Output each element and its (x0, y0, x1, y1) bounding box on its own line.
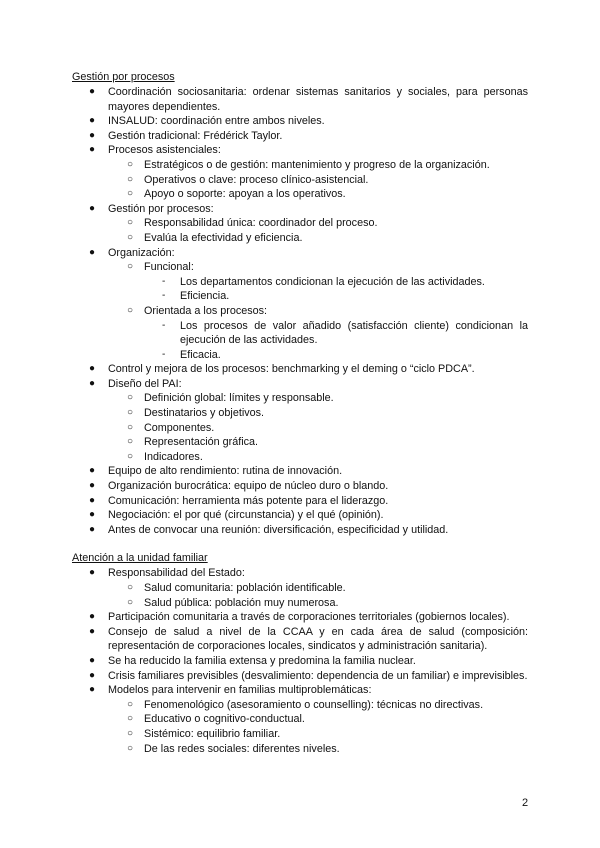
circle-marker: ○ (127, 596, 134, 608)
list-item (72, 275, 528, 290)
list-item-text: Antes de convocar una reunión: diversificación, especificidad y utilidad. (108, 523, 449, 536)
bullet-marker: ● (89, 567, 96, 579)
list-item (72, 450, 528, 465)
list-item (72, 523, 528, 538)
list-item-text: Salud pública: población muy numerosa. (144, 596, 339, 609)
circle-marker: ○ (127, 582, 134, 593)
list-item-text: Procesos asistenciales: (108, 144, 221, 157)
list-item-text: Coordinación sociosanitaria: ordenar sistemas sanitarios y sociales, para personas mayores dependientes. (108, 86, 528, 113)
list-item (72, 464, 528, 479)
bullet-marker: ● (89, 115, 96, 127)
list-item-text: Salud comunitaria: población identificable. (144, 582, 346, 594)
list-item (72, 362, 528, 377)
list-item-text: Educativo o cognitivo-conductual. (144, 713, 305, 726)
circle-marker: ○ (127, 231, 134, 243)
list-item-text: Apoyo o soporte: apoyan a los operativos. (144, 188, 346, 201)
list-item (72, 610, 528, 625)
list-item-text: Eficacia. (180, 348, 221, 361)
list-item (72, 391, 528, 406)
section-heading-gestion-procesos: Gestión por procesos (72, 71, 175, 83)
list-item-text: Estratégicos o de gestión: mantenimiento y progreso de la organización. (144, 158, 490, 171)
list-item-text: Participación comunitaria a través de corporaciones territoriales (gobiernos locales). (108, 611, 510, 624)
list-item (72, 114, 528, 129)
list-item-text: Se ha reducido la familia extensa y predomina la familia nuclear. (108, 654, 416, 667)
list-item (72, 246, 528, 261)
list-item-text: Sistémico: equilibrio familiar. (144, 727, 281, 740)
bullet-marker: ● (89, 625, 96, 637)
dash-marker: - (162, 290, 166, 302)
list-item-text: Destinatarios y objetivos. (144, 407, 265, 420)
list-item-text: Crisis familiares previsibles (desvalimiento: dependencia de un familiar) e imprevisibles. (108, 669, 528, 682)
list-item-text: Organización: (108, 246, 175, 259)
dash-marker: - (162, 275, 166, 287)
list-item (72, 173, 528, 188)
circle-marker: ○ (127, 421, 134, 433)
list-item-text: INSALUD: coordinación entre ambos niveles. (108, 115, 325, 128)
list-item-text: Operativos o clave: proceso clínico-asistencial. (144, 173, 369, 186)
circle-marker: ○ (127, 727, 134, 739)
bullet-marker: ● (89, 202, 96, 214)
bullet-marker: ● (89, 144, 96, 156)
list-item (72, 581, 528, 596)
list-item (72, 129, 528, 144)
list-item (72, 625, 528, 654)
bullet-marker: ● (89, 129, 96, 141)
circle-marker: ○ (127, 713, 134, 725)
circle-marker: ○ (127, 188, 134, 200)
list-item (72, 143, 528, 158)
bullet-marker: ● (89, 363, 96, 375)
list-item-text: Organización burocrática: equipo de núcleo duro o blando. (108, 480, 389, 493)
circle-marker: ○ (127, 450, 134, 462)
list-item-text: Control y mejora de los procesos: benchmarking y el deming o “ciclo PDCA”. (108, 363, 475, 376)
dash-marker: - (162, 348, 166, 360)
circle-marker: ○ (127, 261, 134, 273)
bullet-marker: ● (89, 509, 96, 521)
list-item-text: Gestión por procesos: (108, 202, 214, 215)
list-item (72, 377, 528, 392)
list-item (72, 289, 528, 304)
dash-marker: - (162, 319, 166, 331)
list-item (72, 406, 528, 421)
bullet-marker: ● (89, 684, 96, 696)
list-item (72, 698, 528, 713)
list-item (72, 202, 528, 217)
bullet-marker: ● (89, 654, 96, 666)
list-item (72, 712, 528, 727)
circle-marker: ○ (127, 392, 134, 404)
list-item-text: Definición global: límites y responsable. (144, 392, 334, 405)
bullet-marker: ● (89, 86, 96, 97)
list-item (72, 508, 528, 523)
page-number: 2 (522, 797, 529, 809)
bullet-marker: ● (89, 494, 96, 506)
bullet-marker: ● (89, 523, 96, 535)
list-item (72, 596, 528, 611)
list-item (72, 85, 528, 114)
list-gestion-procesos (72, 85, 528, 537)
bullet-marker: ● (89, 669, 96, 681)
bullet-marker: ● (89, 377, 96, 389)
bullet-marker: ● (89, 611, 96, 623)
bullet-marker: ● (89, 246, 96, 258)
list-item (72, 260, 528, 275)
circle-marker: ○ (127, 742, 134, 754)
circle-marker: ○ (127, 173, 134, 185)
section-heading-atencion-familiar: Atención a la unidad familiar (72, 552, 208, 565)
list-item-text: Negociación: el por qué (circunstancia) y el qué (opinión). (108, 509, 384, 522)
circle-marker: ○ (127, 158, 134, 170)
list-item (72, 479, 528, 494)
circle-marker: ○ (127, 217, 134, 229)
list-item-text: Consejo de salud a nivel de la CCAA y en cada área de salud (composición: representación de corporaciones locales, sindicatos y administración sanitaria). (108, 625, 528, 653)
list-item-text: Fenomenológico (asesoramiento o counselling): técnicas no directivas. (144, 698, 484, 711)
list-item-text: Los departamentos condicionan la ejecución de las actividades. (180, 275, 485, 288)
list-item (72, 742, 528, 757)
list-item-text: Responsabilidad del Estado: (108, 567, 245, 580)
list-item-text: Comunicación: herramienta más potente para el liderazgo. (108, 494, 389, 507)
document-body (72, 70, 528, 756)
list-item (72, 566, 528, 581)
circle-marker: ○ (127, 407, 134, 419)
list-item-text: Evalúa la efectividad y eficiencia. (144, 231, 303, 244)
circle-marker: ○ (127, 436, 134, 448)
list-item-text: Orientada a los procesos: (144, 304, 268, 317)
list-item (72, 348, 528, 363)
list-item-text: Equipo de alto rendimiento: rutina de innovación. (108, 465, 343, 478)
list-item (72, 683, 528, 698)
list-item-text: Representación gráfica. (144, 436, 259, 449)
list-item (72, 231, 528, 246)
list-item (72, 727, 528, 742)
list-item (72, 304, 528, 319)
list-item (72, 669, 528, 684)
list-item-text: De las redes sociales: diferentes niveles. (144, 742, 340, 755)
list-item (72, 319, 528, 348)
list-item-text: Eficiencia. (180, 290, 230, 303)
list-item (72, 421, 528, 436)
list-item-text: Responsabilidad única: coordinador del proceso. (144, 217, 378, 230)
circle-marker: ○ (127, 698, 134, 710)
list-item (72, 158, 528, 173)
list-item-text: Los procesos de valor añadido (satisfacción cliente) condicionan la ejecución de las actividades. (180, 319, 528, 347)
list-item (72, 654, 528, 669)
circle-marker: ○ (127, 304, 134, 316)
bullet-marker: ● (89, 465, 96, 477)
list-item-text: Componentes. (144, 421, 215, 434)
list-item (72, 494, 528, 509)
list-item (72, 187, 528, 202)
list-item-text: Diseño del PAI: (108, 377, 182, 390)
list-item (72, 216, 528, 231)
list-item-text: Funcional: (144, 261, 194, 274)
list-item (72, 435, 528, 450)
list-item-text: Modelos para intervenir en familias multiproblemáticas: (108, 684, 372, 697)
list-item-text: Gestión tradicional: Frédérick Taylor. (108, 129, 283, 142)
list-atencion-familiar (72, 566, 528, 756)
list-item-text: Indicadores. (144, 450, 203, 463)
bullet-marker: ● (89, 480, 96, 492)
